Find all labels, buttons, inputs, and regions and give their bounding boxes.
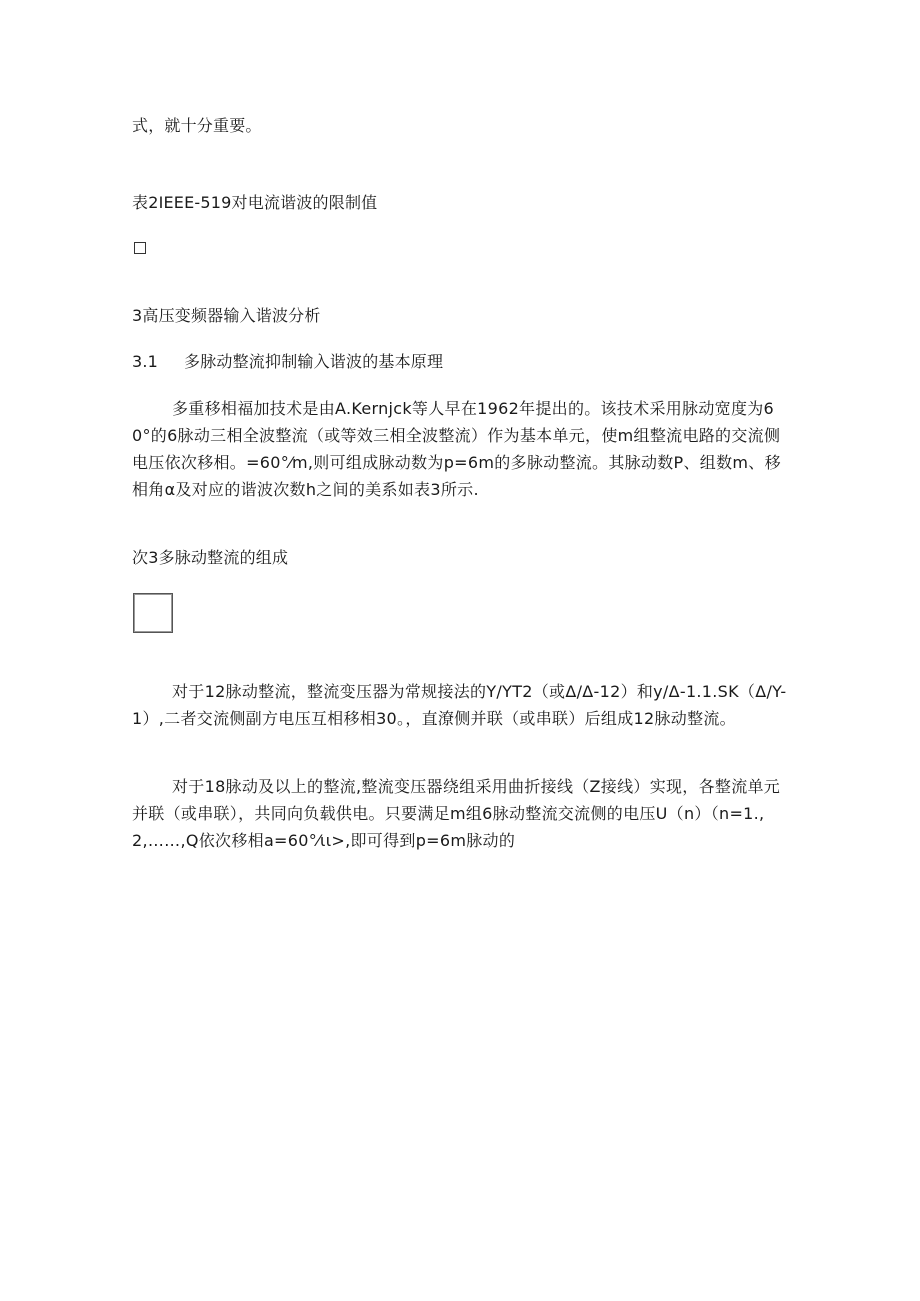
table2-caption: 表2IEEE-519对电流谐波的限制值 xyxy=(132,193,378,212)
paragraph-18-pulse: 对于18脉动及以上的整流,整流变压器绕组采用曲折接线（Z接线）实现，各整流单元并联（或串联），共同向负载供电。只要满足m组6脉动整流交流侧的电压U（n）（n=1.,2,……,Q依次移相a=60°⁄ιι>,即可得到p=6m脉动的 xyxy=(132,777,781,850)
subsection-3-1-heading xyxy=(132,352,443,372)
table3-caption: 次3多脉动整流的组成 xyxy=(132,548,289,567)
subsection-title: 多脉动整流抑制输入谐波的基本原理 xyxy=(184,352,444,371)
table3-image-placeholder xyxy=(133,593,173,633)
paragraph-multipulse-principle: 多重移相福加技术是由A.Kernjck等人早在1962年提出的。该技术采用脉动宽度为60°的6脉动三相全波整流（或等效三相全波整流）作为基本单元，使m组整流电路的交流侧电压依次移相。=60°⁄m,则可组成脉动数为p=6m的多脉动整流。其脉动数P、组数m、移相角α及对应的谐波次数h之间的美系如表3所示. xyxy=(132,399,781,499)
table2-image-placeholder xyxy=(134,242,146,254)
subsection-number: 3.1 xyxy=(132,352,159,371)
text-fragment-top: 式，就十分重要。 xyxy=(132,116,262,135)
paragraph-12-pulse: 对于12脉动整流，整流变压器为常规接法的Y/YT2（或Δ/Δ-12）和y/Δ-1.1.SK（Δ/Y-1）,二者交流侧副方电压互相移相30。，直潦侧并联（或串联）后组成12脉动整流。 xyxy=(132,682,787,728)
section3-heading: 3高压变频器输入谐波分析 xyxy=(132,306,321,325)
